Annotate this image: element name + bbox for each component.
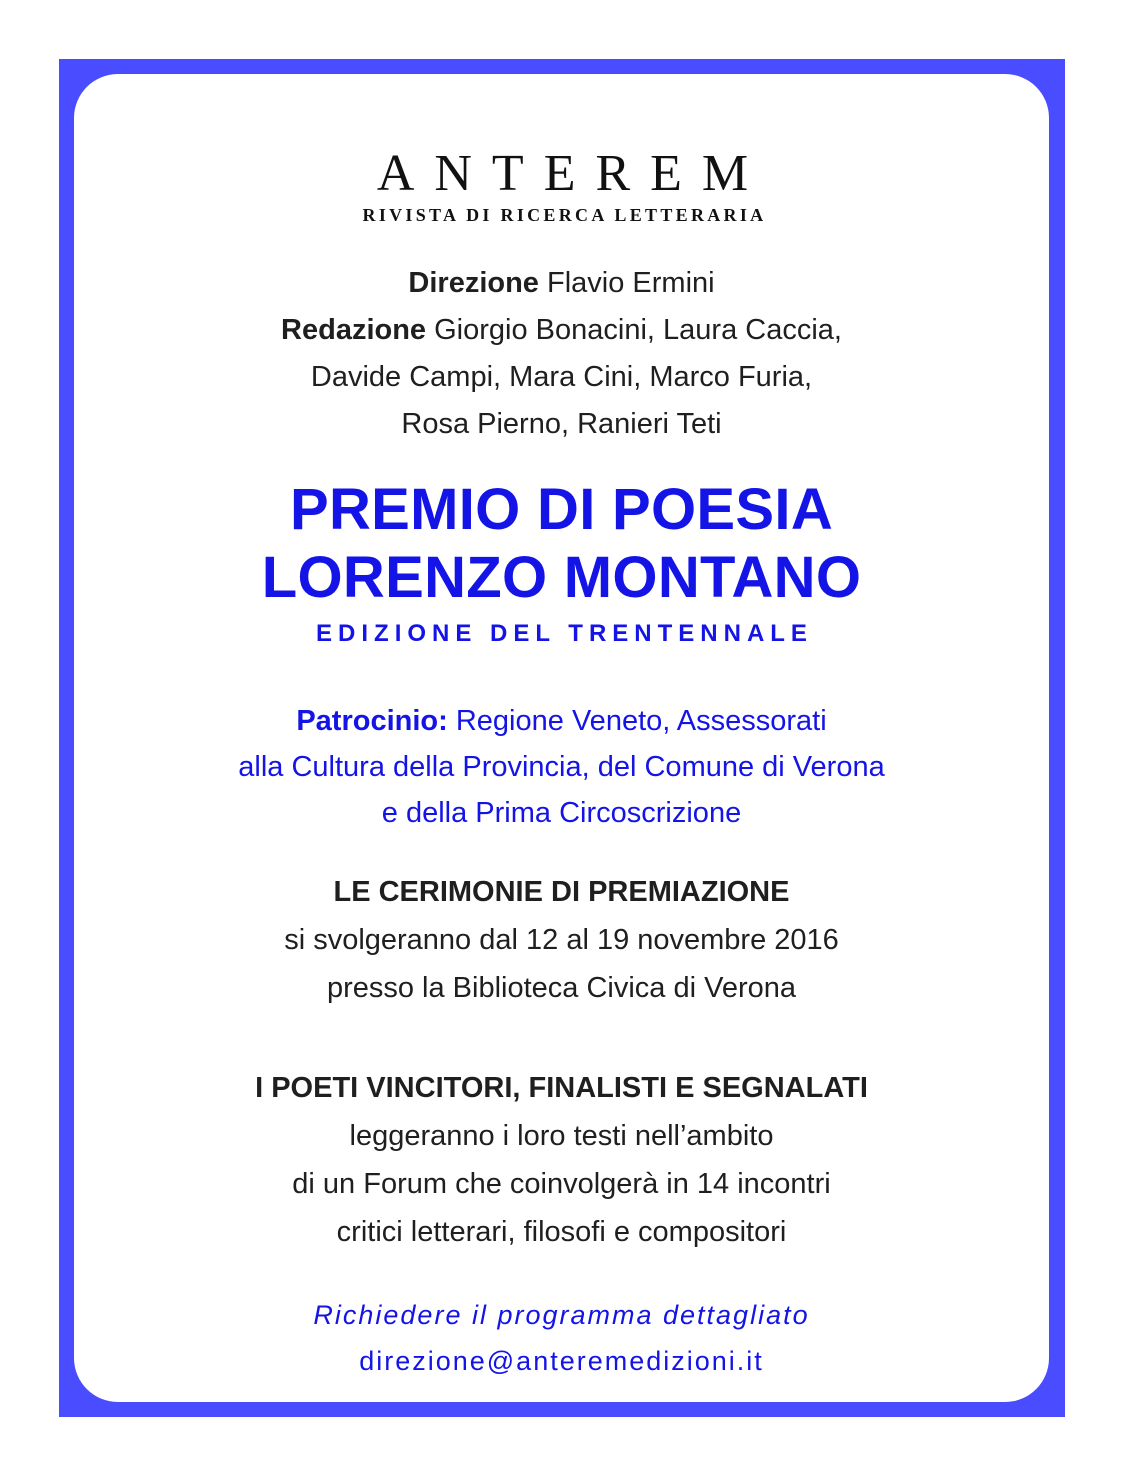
direction-line [74, 260, 1049, 307]
poets-line-2: di un Forum che coinvolgerà in 14 incontri [292, 1168, 831, 1200]
poets-block [74, 1064, 1049, 1256]
prize-title-line-1: PREMIO DI POESIA [290, 477, 833, 542]
editorial-line-3: Rosa Pierno, Ranieri Teti [401, 408, 722, 440]
editorial-line-2: Davide Campi, Mara Cini, Marco Furia, [310, 361, 813, 393]
contact-email[interactable]: direzione@anteremedizioni.it [359, 1346, 764, 1376]
editorial-label: Redazione [281, 314, 427, 346]
poets-heading: I POETI VINCITORI, FINALISTI E SEGNALATI [255, 1072, 868, 1104]
contact-block [74, 1292, 1049, 1384]
staff-credits [74, 260, 1049, 448]
editorial-names-1: Giorgio Bonacini, Laura Caccia, [434, 314, 842, 346]
patronage-line-3: e della Prima Circoscrizione [381, 797, 742, 829]
ceremony-heading: LE CERIMONIE DI PREMIAZIONE [333, 876, 790, 908]
poster-frame [59, 59, 1065, 1417]
patronage-text-1: Regione Veneto, Assessorati [455, 705, 827, 737]
logo-title: ANTEREM [376, 145, 769, 202]
logo-subtitle: RIVISTA DI RICERCA LETTERARIA [362, 205, 767, 225]
edition-subtitle: EDIZIONE DEL TRENTENNALE [316, 620, 813, 647]
poets-line-1: leggeranno i loro testi nell’ambito [349, 1120, 774, 1152]
direction-label: Direzione [408, 267, 539, 299]
patronage-block [74, 698, 1049, 836]
ceremony-block [74, 868, 1049, 1012]
patronage-line-2: alla Cultura della Provincia, del Comune di Verona [238, 751, 885, 783]
program-request: Richiedere il programma dettagliato [313, 1300, 810, 1330]
poets-line-3: critici letterari, filosofi e compositori [336, 1216, 787, 1248]
direction-names: Flavio Ermini [547, 267, 715, 299]
ceremony-line-1: si svolgeranno dal 12 al 19 novembre 2016 [284, 924, 839, 956]
prize-title [74, 476, 1049, 612]
editorial-line-1 [74, 307, 1049, 354]
patronage-line-1 [74, 698, 1049, 744]
prize-title-line-2: LORENZO MONTANO [261, 545, 862, 610]
ceremony-line-2: presso la Biblioteca Civica di Verona [326, 972, 797, 1004]
patronage-label: Patrocinio: [296, 705, 448, 737]
poster-card [74, 74, 1049, 1402]
